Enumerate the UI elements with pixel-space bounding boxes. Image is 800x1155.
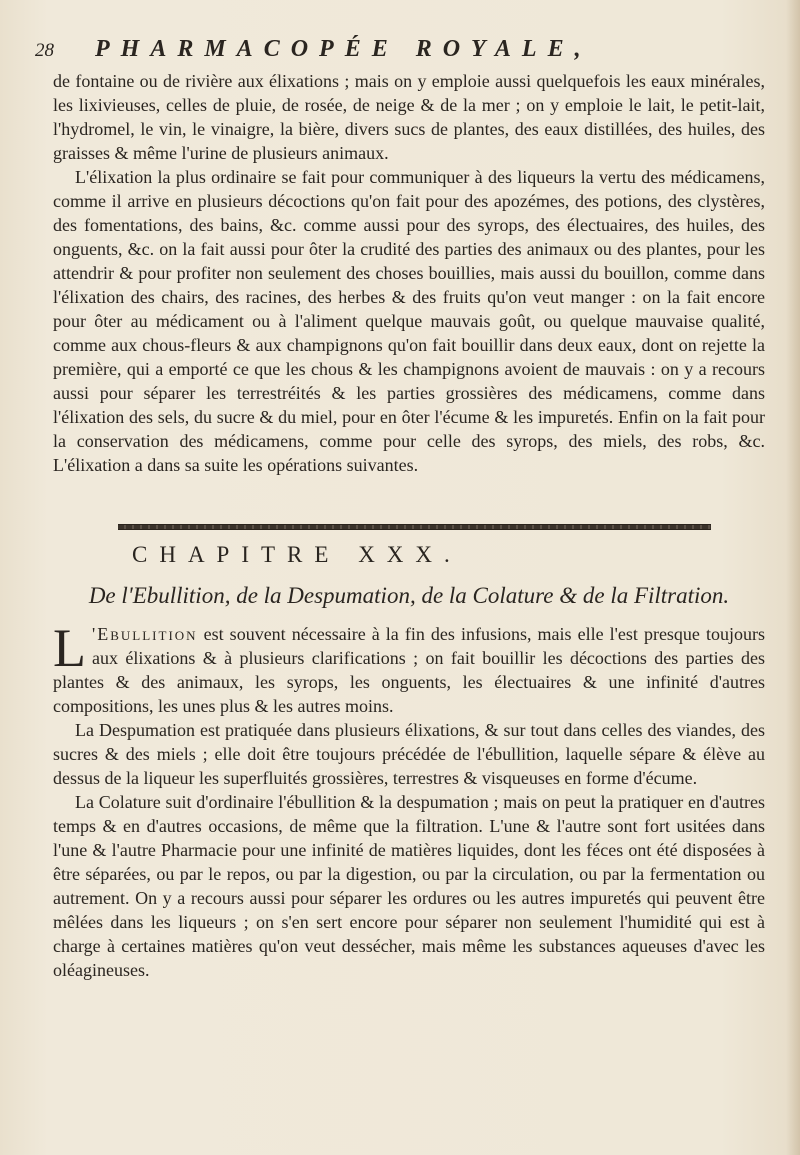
paragraph: de fontaine ou de rivière aux élixations ; mais on y emploie aussi quelquefois les eaux minérales, les lixivieuses, celles de pluie, de rosée, de neige & de la mer ; on y emploie le lait, le petit-lait, l'hydromel, le vin, le vinaigre, la bière, divers sucs de plantes, des eaux distillées, des huiles, des graisses & même l'urine de plusieurs animaux. <box>53 71 765 163</box>
drop-cap: L <box>53 618 86 678</box>
paragraph: L'élixation la plus ordinaire se fait pour communiquer à des liqueurs la vertu des médicamens, comme il arrive en plusieurs décoctions qu'on fait pour des apozémes, des potions, des clystères, des fomentations, des bains, &c. comme aussi pour des syrops, des électuaires, des huiles, des onguents, &c. on la fait aussi pour ôter la crudité des parties des animaux ou des plantes, pour les attendrir & pour profiter non seulement des choses bouillies, mais aussi du bouillon, comme dans l'élixation des chairs, des racines, des herbes & des fruits qu'on veut manger : on la fait encore pour ôter au médicament ou à l'aliment quelque mauvais goût, ou quelque mauvaise qualité, comme aux chous-fleurs & aux champignons qu'on fait bouillir dans deux eaux, dont on rejette la première, qui a emporté ce que les chous & les champignons avoient de mauvais : on y a recours aussi pour séparer les terrestréités & les parties grossières des médicamens, comme dans l'élixation des sels, du sucre & du miel, pour en ôter l'écume & les impuretés. Enfin on la fait pour la conservation des médicamens, comme pour celle des syrops, des miels, des robs, &c. L'élixation a dans sa suite les opérations suivantes. <box>53 167 765 475</box>
page-edge-shadow <box>786 0 800 1155</box>
chapter-heading: CHAPITRE XXX. <box>132 542 462 567</box>
paragraph-first <box>53 618 765 718</box>
paragraph: La Despumation est pratiquée dans plusieurs élixations, & sur tout dans celles des viandes, des sucres & des miels ; elle doit être toujours précédée de l'ébullition, laquelle sépare & élève au dessus de la liqueur les superfluités grossières, terrestres & visqueuses en forme d'écume. <box>53 720 765 788</box>
chapter-subtitle: De l'Ebullition, de la Despumation, de la Colature & de la Filtration. <box>88 583 730 608</box>
top-text-block <box>53 69 765 477</box>
paragraph: La Colature suit d'ordinaire l'ébullition & la despumation ; mais on peut la pratiquer en d'autres temps & en d'autres occasions, de même que la filtration. L'une & l'autre sont fort usitées dans l'une & l'autre Pharmacie pour une infinité de matières liquides, dont les féces ont été disposées à être séparées, ou par le repos, ou par la digestion, ou par la circulation, ou par la fermentation ou autrement. On y a recours aussi pour séparer les ordures ou les autres impuretés qui peuvent être mêlées dans les liqueurs ; on s'en sert encore pour séparer non seulement l'humidité qui est à charge à certaines matières qu'on veut dessécher, mais même les substances aqueuses d'avec les oléagineuses. <box>53 792 765 980</box>
running-title: PHARMACOPÉE ROYALE, <box>95 36 592 62</box>
page-number: 28 <box>35 40 54 61</box>
lead-word: 'Ebullition <box>92 624 198 644</box>
page-header <box>35 36 765 66</box>
paragraph-text: est souvent nécessaire à la fin des infusions, mais elle l'est presque toujours aux élixations & à plusieurs clarifications ; on fait bouillir les décoctions des parties des plantes & des animaux, les syrops, les onguents, les électuaires & une infinité d'autres compositions, les unes plus & les autres moins. <box>53 624 765 716</box>
bottom-text-block <box>53 618 765 982</box>
ornamental-rule <box>118 524 711 530</box>
